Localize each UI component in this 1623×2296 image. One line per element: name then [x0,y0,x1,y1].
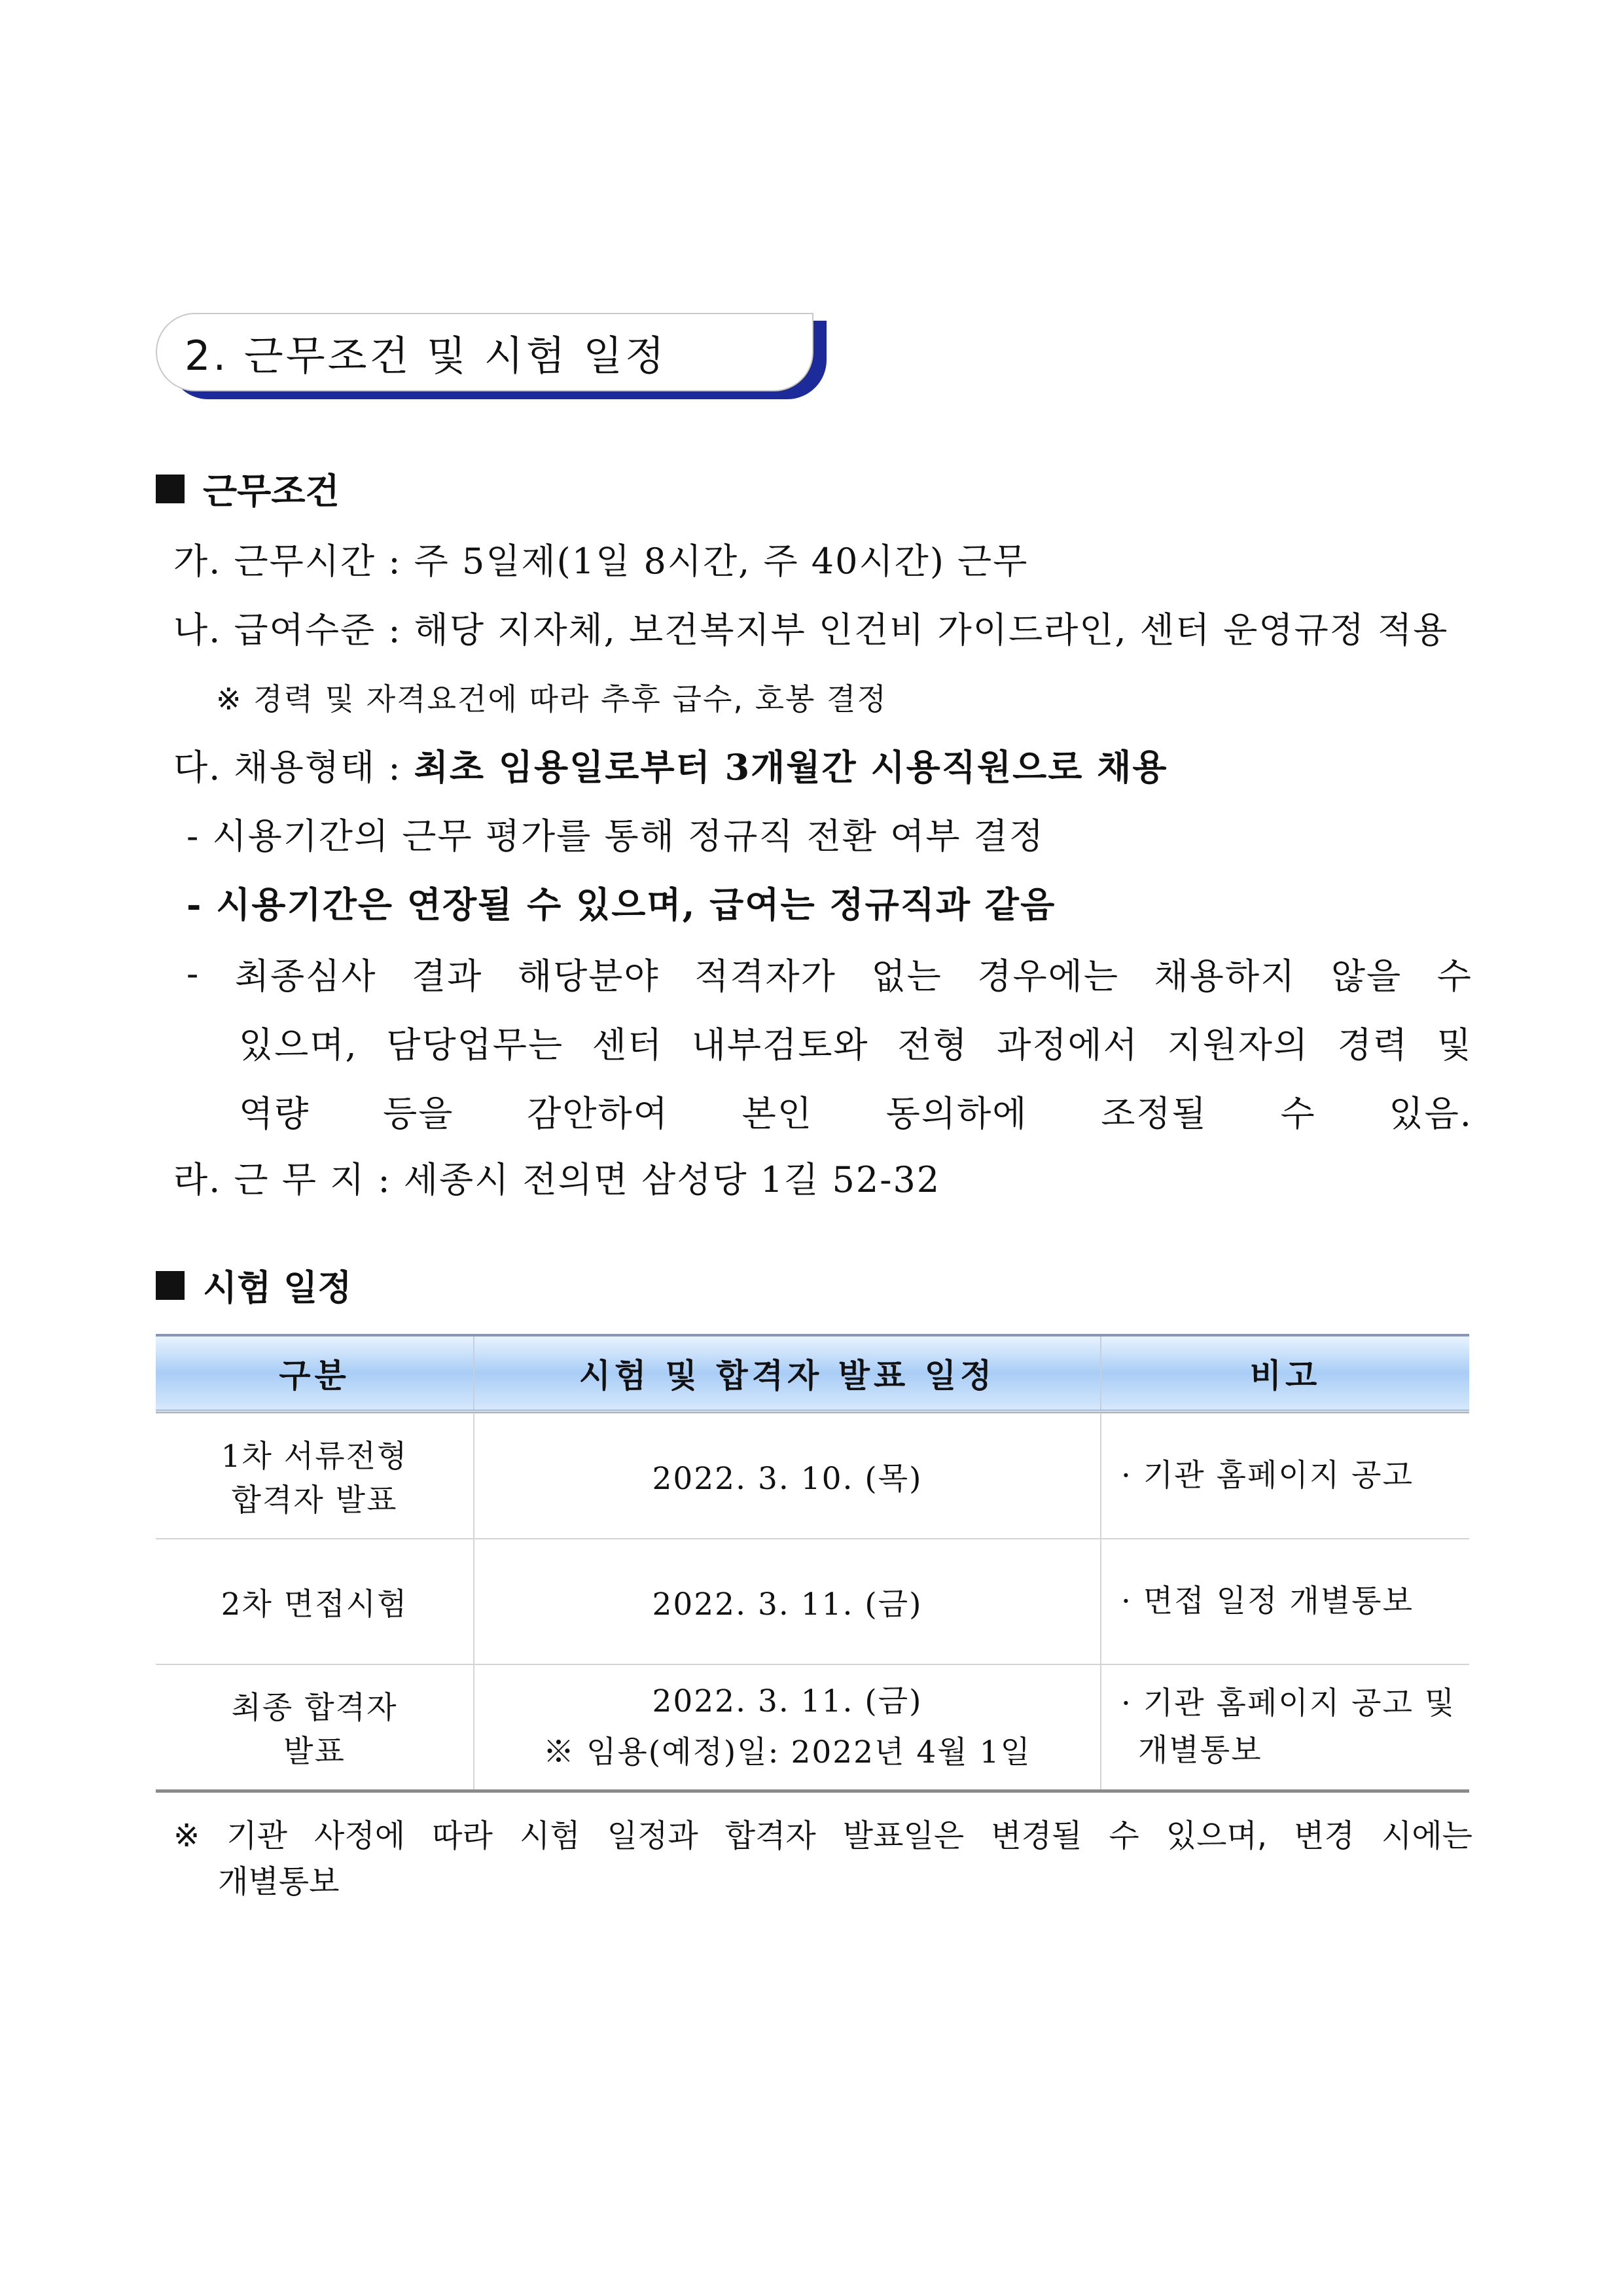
workplace-line: 라. 근 무 지 : 세종시 전의면 삼성당 1길 52-32 [173,1159,941,1200]
conditions-heading-text: 근무조건 [203,471,340,512]
schedule-table [156,1334,1469,1793]
table-row [156,1412,1469,1538]
section-title-box [156,313,813,391]
date-text: 2022. 3. 11. (금) [652,1586,923,1623]
note-cell [1100,1539,1469,1664]
schedule-footnote [173,1813,1472,1905]
category-cell [156,1539,473,1664]
category-cell [156,1665,473,1789]
footnote-line-2: 개별통보 [218,1863,340,1900]
salary-note: ※ 경력 및 자격요건에 따라 추후 급수, 호봉 결정 [216,681,887,717]
screening-line-1: - 최종심사 결과 해당분야 적격자가 없는 경우에는 채용하지 않을 수 [187,953,1472,997]
category-text: 발표 [283,1734,346,1770]
footnote-line-1: ※ 기관 사정에 따라 시험 일정과 합격자 발표일은 변경될 수 있으며, 변경 시에는 [173,1818,1472,1854]
schedule-heading-text: 시험 일정 [203,1267,352,1308]
note-text: · 기관 홈페이지 공고 [1121,1458,1414,1494]
table-row [156,1664,1469,1789]
category-text: 2차 면접시험 [221,1586,408,1623]
square-bullet-icon [156,475,185,503]
category-text: 합격자 발표 [231,1482,398,1518]
category-cell [156,1414,473,1538]
work-hours-line: 가. 근무시간 : 주 5일제(1일 8시간, 주 40시간) 근무 [173,541,1029,582]
category-text: 1차 서류전형 [221,1439,408,1475]
category-text: 최종 합격자 [231,1690,398,1726]
column-header-schedule: 시험 및 합격자 발표 일정 [473,1336,1100,1410]
column-header-note: 비고 [1100,1336,1469,1410]
date-text: 2022. 3. 10. (목) [652,1460,923,1497]
probation-extend-line: - 시용기간은 연장될 수 있으며, 급여는 정규직과 같음 [187,884,1056,925]
conditions-heading [156,463,340,514]
screening-paragraph [187,939,1472,1145]
employment-type-value: 최초 임용일로부터 3개월간 시용직원으로 채용 [414,746,1168,788]
employment-type-label: 다. 채용형태 : [173,747,414,788]
note-cell [1100,1665,1469,1789]
date-cell [473,1414,1100,1538]
table-row [156,1538,1469,1664]
section-title: 2. 근무조건 및 시험 일정 [185,331,668,380]
screening-line-3: 역량 등을 감안하여 본인 동의하에 조정될 수 있음. [239,1093,1472,1134]
note-cell [1100,1414,1469,1538]
table-header [156,1336,1469,1412]
date-text: 2022. 3. 11. (금) [652,1683,923,1719]
note-text: 개별통보 [1138,1732,1262,1768]
column-header-category: 구분 [279,1357,350,1395]
date-cell [473,1539,1100,1664]
date-cell [473,1665,1100,1789]
schedule-heading [156,1260,351,1310]
probation-eval-line: - 시용기간의 근무 평가를 통해 정규직 전환 여부 결정 [187,816,1045,857]
note-text: · 기관 홈페이지 공고 및 [1121,1685,1456,1721]
square-bullet-icon [156,1271,185,1300]
note-text: · 면접 일정 개별통보 [1121,1583,1414,1619]
screening-line-2: 있으며, 담당업무는 센터 내부검토와 전형 과정에서 지원자의 경력 및 [239,1024,1472,1066]
appointment-date-text: ※ 임용(예정)일: 2022년 4월 1일 [543,1734,1031,1770]
employment-type-line [173,740,1168,790]
salary-line: 나. 급여수준 : 해당 지자체, 보건복지부 인건비 가이드라인, 센터 운영규정 적용 [173,609,1449,651]
